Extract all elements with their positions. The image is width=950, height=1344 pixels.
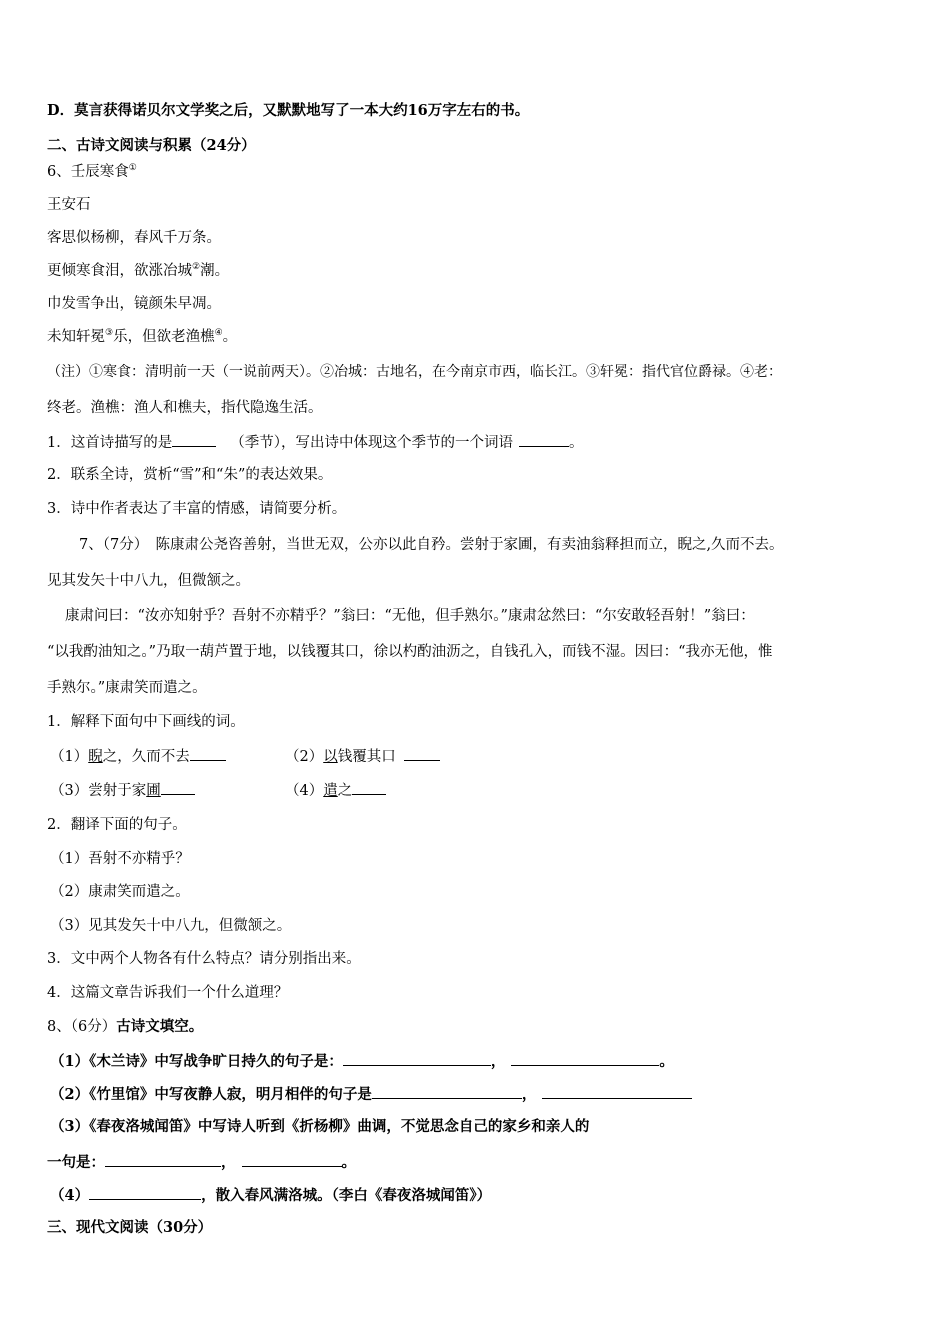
answer-blank[interactable]	[404, 746, 440, 761]
section-3-heading: 三、现代文阅读（30分）	[47, 1219, 213, 1236]
q7-item-2-sub-2: （2）康肃笑而遣之。	[50, 884, 190, 900]
q7-item-1-sub-4: （4）遣之	[285, 780, 386, 801]
answer-blank[interactable]	[352, 780, 386, 795]
poem-author: 王安石	[47, 197, 91, 213]
q8-heading: 8、（6分）古诗文填空。	[47, 1018, 204, 1035]
poem-notes-line-2: 终老。渔樵：渔人和樵夫，指代隐逸生活。	[47, 400, 323, 416]
answer-blank[interactable]	[89, 1185, 201, 1200]
answer-blank[interactable]	[343, 1051, 491, 1066]
section-2-heading: 二、古诗文阅读与积累（24分）	[47, 137, 256, 154]
q7-item-1-sub-1: （1）睨之，久而不去	[50, 746, 226, 767]
answer-blank[interactable]	[190, 746, 226, 761]
q7-item-2-sub-3: （3）见其发矢十中八九，但微颔之。	[50, 918, 292, 934]
answer-blank[interactable]	[511, 1051, 659, 1066]
q7-passage-line-2: 见其发矢十中八九，但微颔之。	[47, 573, 250, 589]
q7-passage-line-1: 7、（7分） 陈康肃公尧咨善射，当世无双，公亦以此自矜。尝射于家圃，有卖油翁释担而立，睨之,久而不去。	[79, 537, 784, 553]
poem-line-2: 更倾寒食泪，欲涨冶城②潮。	[47, 262, 230, 279]
q7-passage-line-4: “以我酌油知之。”乃取一葫芦置于地，以钱覆其口，徐以杓酌油沥之，自钱孔入，而钱不湿。因曰：“我亦无他，惟	[47, 644, 773, 660]
answer-blank[interactable]	[372, 1084, 522, 1099]
q7-item-1: 1．解释下面句中下画线的词。	[47, 714, 245, 730]
q6-item-2: 2．联系全诗，赏析“雪”和“朱”的表达效果。	[47, 467, 333, 483]
q8-item-1: （1）《木兰诗》中写战争旷日持久的句子是： ， 。	[50, 1053, 674, 1070]
q6-item-1: 1．这首诗描写的是 （季节），写出诗中体现这个季节的一个词语 。	[47, 432, 583, 453]
answer-blank[interactable]	[105, 1152, 221, 1167]
q8-item-3: （3）《春夜洛城闻笛》中写诗人听到《折杨柳》曲调，不觉思念自己的家乡和亲人的	[50, 1118, 590, 1135]
q7-item-1-sub-3: （3）尝射于家圃	[50, 780, 195, 801]
poem-line-4: 未知轩冕③乐，但欲老渔樵④。	[47, 328, 238, 345]
q7-item-1-sub-2: （2）以钱覆其口	[285, 746, 440, 767]
q7-passage-line-3: 康肃问曰：“汝亦知射乎？吾射不亦精乎？”翁曰：“无他，但手熟尔。”康肃忿然曰：“尔安敢轻吾射！”翁曰：	[65, 608, 755, 624]
option-d: D．莫言获得诺贝尔文学奖之后，又默默地写了一本大约16万字左右的书。	[47, 102, 530, 119]
poem-notes-line-1: （注）①寒食：清明前一天（一说前两天）。②冶城：古地名，在今南京市西，临长江。③轩冕：指代官位爵禄。④老：	[47, 364, 782, 380]
answer-blank[interactable]	[542, 1084, 692, 1099]
q8-item-4: （4） ，散入春风满洛城。（李白《春夜洛城闻笛》）	[50, 1187, 492, 1204]
q8-item-3-cont: 一句是： ， 。	[47, 1154, 356, 1171]
q7-item-2-sub-1: （1）吾射不亦精乎？	[50, 851, 190, 867]
q7-item-3: 3．文中两个人物各有什么特点？请分别指出来。	[47, 951, 361, 967]
answer-blank[interactable]	[161, 780, 195, 795]
q7-item-4: 4．这篇文章告诉我们一个什么道理？	[47, 985, 289, 1001]
q7-passage-line-5: 手熟尔。”康肃笑而遣之。	[47, 680, 207, 696]
q8-item-2: （2）《竹里馆》中写夜静人寂，明月相伴的句子是 ，	[50, 1084, 692, 1105]
answer-blank[interactable]	[242, 1152, 342, 1167]
answer-blank[interactable]	[519, 432, 569, 447]
answer-blank[interactable]	[172, 432, 216, 447]
poem-line-1: 客思似杨柳，春风千万条。	[47, 230, 221, 246]
q6-item-3: 3．诗中作者表达了丰富的情感，请简要分析。	[47, 501, 347, 517]
q7-item-2: 2．翻译下面的句子。	[47, 817, 187, 833]
q6-title: 6、壬辰寒食①	[47, 163, 137, 180]
poem-line-3: 巾发雪争出，镜颜朱早凋。	[47, 296, 221, 312]
